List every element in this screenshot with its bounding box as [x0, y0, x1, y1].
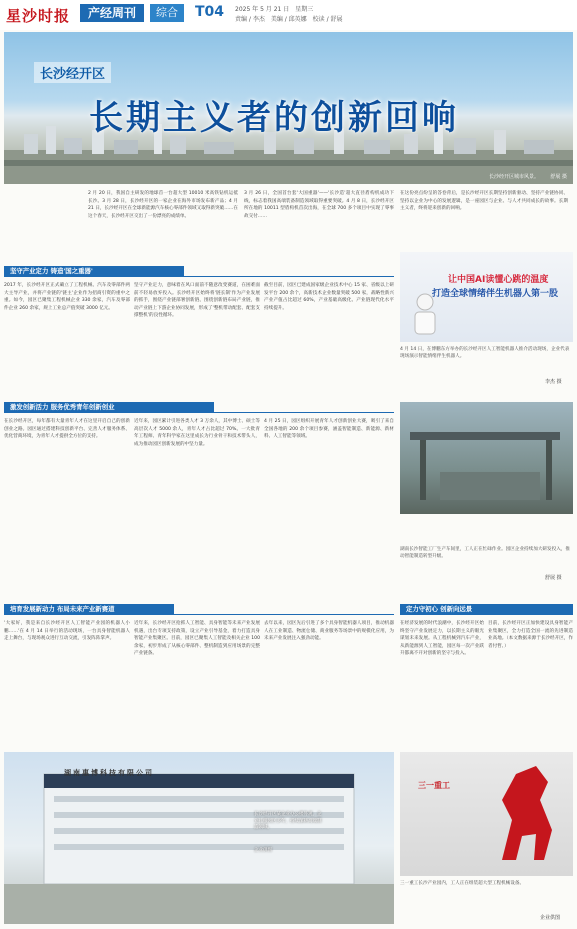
section-2-col-1: 在长沙经开区，每年都有大量青年人才在这里开启自己的创新创业之路。园区通过搭建科技创新平台、完善人才服务体系、优化营商环境，为青年人才提供全方位的支持。: [4, 419, 130, 440]
hero-caption: 长沙经开区城市风景。: [488, 174, 539, 180]
robot-photo-caption: 4 月 14 日，在博鹏东方举办的长沙经开区人工智能机器人推介活动现场，企业代表现场演示智能情绪伴生机器人。: [400, 347, 570, 359]
section-heading-3: 培育发展新动力 布局未来产业新赛道: [4, 604, 174, 615]
section-rule-3: [174, 614, 394, 615]
workshop-photo-credit: 舒展 摄: [545, 575, 562, 581]
section-1-col-2: 坚守产业定力，意味着在风口面前不随意改变赛道，在困难面前不轻易放弃投入。长沙经开区始终将'链长制'作为产业发展的抓手，围绕产业链部署创新链、围绕创新链布局产业链，推动产业链上下游企业协同发展，形成了'整机带动配套、配套支撑整机'的良性循环。: [134, 283, 260, 319]
section-4-col-2: 目前，长沙经开区正加快建设具身智能产业集聚区，全力打造全国一流的先进制造业高地。（本文数据来源于长沙经开区，作者付哲、）: [488, 621, 573, 649]
robot-banner-line-2: 打造全球情绪伴生机器人第一股: [432, 289, 559, 299]
section-heading-4: 定力守初心 创新向远景: [400, 604, 573, 615]
newspaper-brand: 星沙时报: [6, 7, 71, 25]
workshop-photo: [400, 402, 573, 514]
intro-column-2: 3 月 26 日，全国首台套'大国重器'——'长沙造'超大直径盾构机成功下线，标志着我国高端装备制造领域取得重要突破。4 月 8 日，长沙经开区所在地的 10011 型盾构机首次出海，在全球 700 多个项目中实现了零事故交付……: [244, 191, 394, 219]
logo-photo-caption: 三一重工长沙产业园内，工人正在组装超大型工程机械设备。: [400, 881, 525, 886]
section-3-col-1: '大家好，我是来自长沙经开区人工智能产业园的机器人小鹏……'在 4 月 14 日举行的活动现场，一台具身智能机器人走上舞台，与现场观众进行互动交流，引发阵阵掌声。: [4, 621, 130, 642]
hero-photo-credit: 舒展 摄: [550, 174, 567, 180]
factory-photo: [4, 752, 394, 924]
page-headline: 长期主义者的创新回响: [89, 98, 459, 138]
hero-kicker: 长沙经开区: [34, 62, 111, 83]
hero-photo: [4, 32, 573, 184]
section-2-col-3: 4 月 25 日，园区组织开展青年人才创新创业大赛，吸引了来自全国各地的 200 余个项目参赛，涵盖智能制造、新能源、新材料、人工智能等领域。: [264, 419, 394, 440]
intro-column-1: 2 月 20 日，我国自主研发的地球首一台超大型 10010 米高铁钻机运抵长沙。3 月 28 日，长沙经开区的一家企业在海外市场发布新产品；4 月 21 日，长沙经开区在全球新能源汽车核心零部件领域又取得新突破……在这个春天，长沙经开区交出了一份漂亮的成绩单。: [88, 191, 238, 219]
workshop-structure: [400, 402, 573, 514]
logo-photo: [400, 752, 573, 876]
section-heading-1: 坚守产业定力 铸造'国之重器': [4, 266, 184, 277]
red-horse-sculpture: [492, 760, 564, 870]
section-label: 产经周刊: [80, 4, 144, 22]
section-3-col-3: 去年以来，园区先后引进了多个具身智能机器人项目，推动机器人在工业制造、物流仓储、商业服务等场景中的规模化应用，为未来产业发展注入强劲动能。: [264, 621, 394, 642]
section-2-col-2: 近年来，园区累计引进各类人才 3 万余人，其中博士、硕士等高层次人才 5000 余人，青年人才占比超过 70%。一大批青年工程师、青年科学家在这里成长为行业骨干和技术带头人，成为推动园区创新发展的中坚力量。: [134, 419, 260, 447]
robot-photo: [400, 252, 573, 342]
workshop-photo-caption: 湖南长沙智能工厂生产车间里，工人正在忙碌作业。园区企业持续加大研发投入，推动智能制造转型升级。: [400, 547, 570, 559]
logo-photo-credit: 企业供图: [540, 915, 561, 921]
page-number: T04: [195, 4, 225, 20]
section-rule-2: [214, 412, 394, 413]
editor-credits: 责编 / 李杰 美编 / 邱英娜 校读 / 舒展: [235, 16, 343, 23]
section-1-col-1: 2017 年，长沙经开区正式确立了工程机械、汽车及零部件两大主导产业，并将产业链的'链主'企业作为招商引资的重中之重。如今，园区已聚集工程机械企业 330 余家，汽车及零部件企业 260 余家，规上工业总产值突破 3000 亿元。: [4, 283, 130, 311]
robot-figure: [408, 292, 442, 340]
section-4-col-1: 在经济发展的时代浪潮中，长沙经开区始终坚守产业发展定力，以长期主义的眼光谋划未来发展。从工程机械到汽车产业，从新能源到人工智能，园区每一次产业跃升都离不开对创新的坚守与投入。: [400, 621, 484, 657]
intro-column-3: 在这份亮点纷呈的答卷背后，是长沙经开区长期坚持创新驱动、坚持产业链协同、坚持以企业为中心的发展逻辑，是一座园区与企业、与人才共同成长的故事。长期主义者，终将迎来创新的回响。: [400, 191, 568, 212]
company-logo: 三一重工: [418, 781, 450, 790]
factory-sign-text: 湖南惠博科技有限公司: [64, 769, 154, 777]
section-heading-2: 激发创新活力 服务优秀青年创新创业: [4, 402, 214, 413]
masthead: [0, 0, 577, 30]
robot-banner-line-1: 让中国AI读懂心跳的温度: [448, 275, 549, 285]
section-1-col-3: 截至目前，园区已建成国家级企业技术中心 15 家、省级以上研发平台 200 余个，高新技术企业数量突破 500 家，战略性新兴产业产值占比超过 60%，产业基础高级化、产业链现代化水平持续提升。: [264, 283, 394, 311]
factory-photo-credit: 企业供图: [254, 848, 272, 853]
section-3-col-2: 近年来，长沙经开区抢抓人工智能、具身智能等未来产业发展机遇，出台专项支持政策，设立产业引导基金，着力打造具身智能产业集聚区。目前，园区已聚集人工智能及相关企业 100 余家，初步形成了从核心零部件、整机制造到应用场景的完整产业链条。: [134, 621, 260, 657]
subsection-label: 综合: [150, 4, 184, 22]
robot-photo-credit: 李杰 摄: [545, 379, 562, 385]
factory-photo-caption: 长沙经开区某企业办公楼外观，企业扎根园区多年，持续深耕高端制造领域。: [254, 812, 322, 830]
factory-building: [4, 752, 394, 924]
issue-date: 2025 年 5 月 21 日 星期三: [235, 6, 314, 13]
section-rule-1: [184, 276, 394, 277]
